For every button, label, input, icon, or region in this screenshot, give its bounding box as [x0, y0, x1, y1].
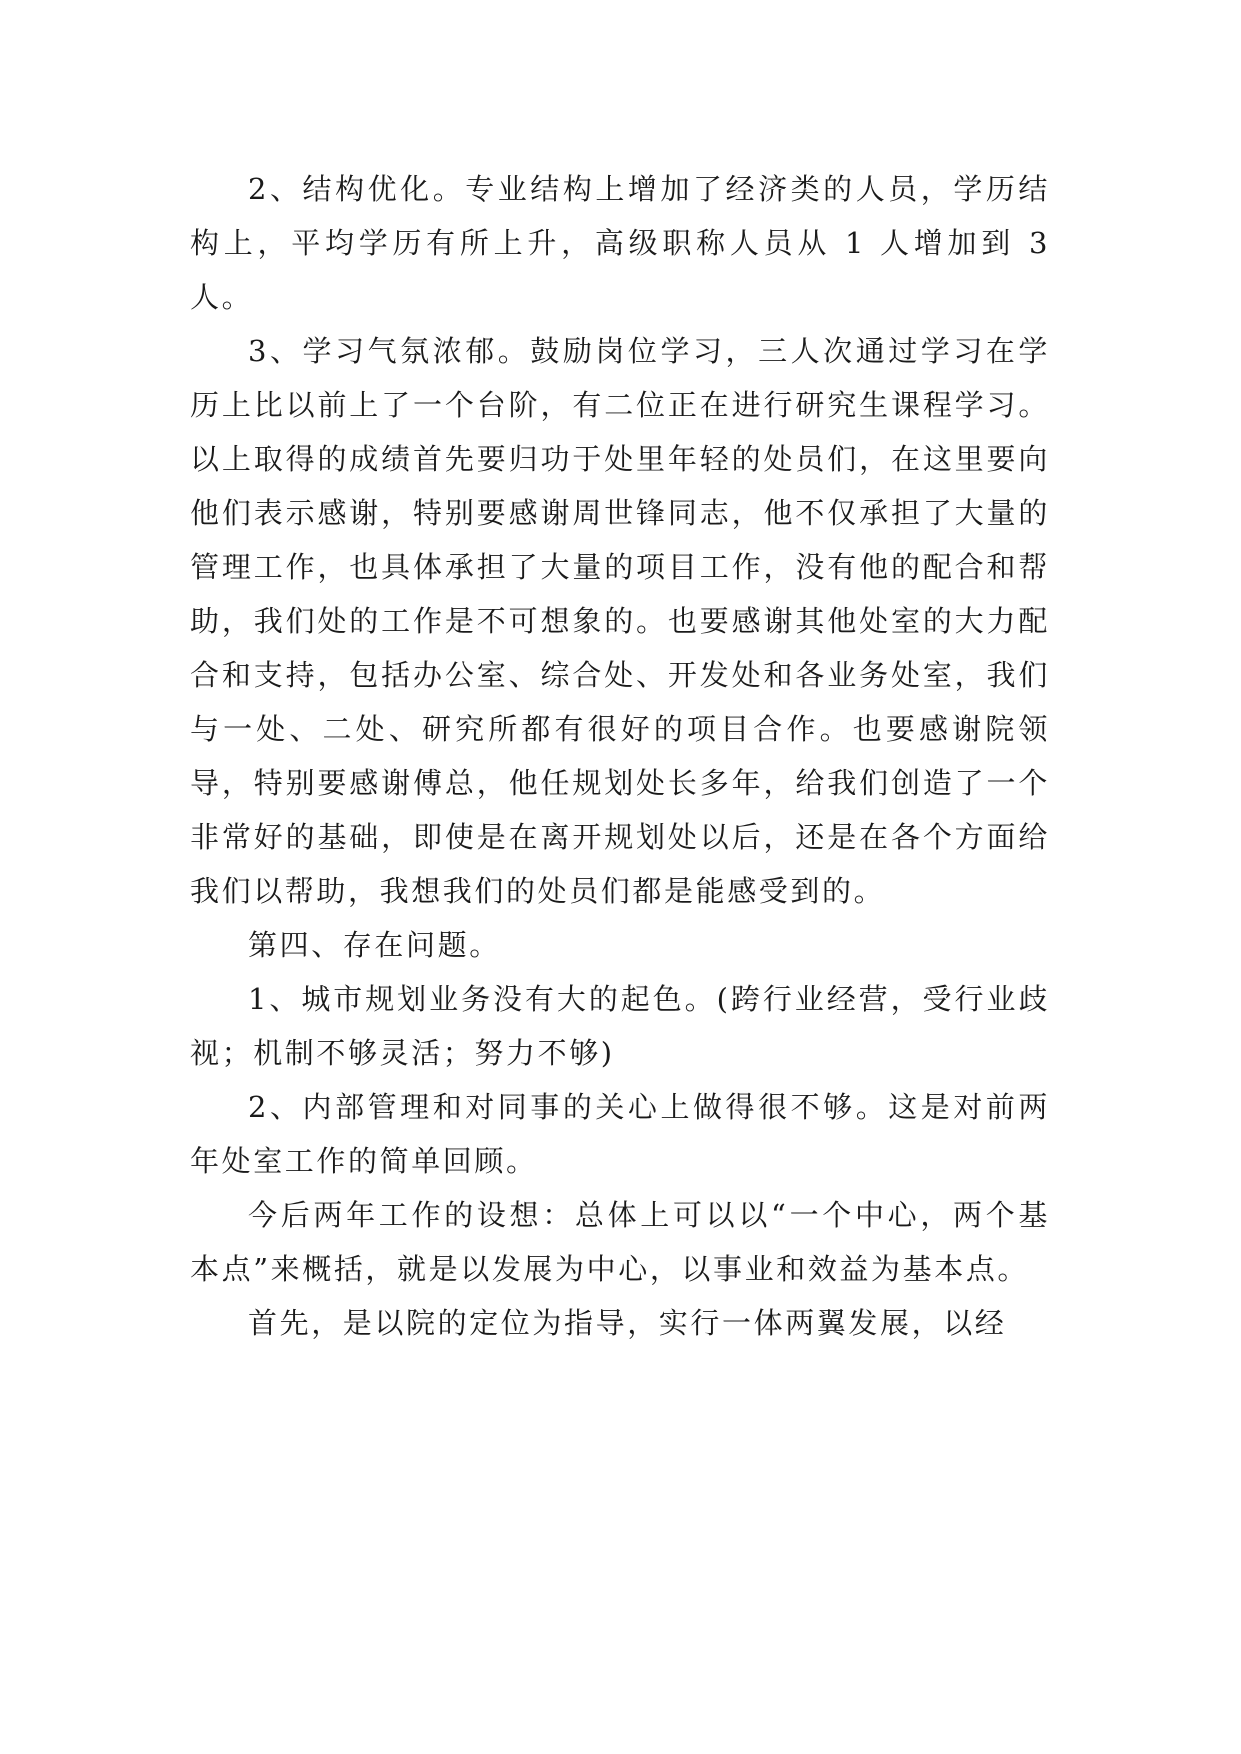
paragraph-problem-two: 2、内部管理和对同事的关心上做得很不够。这是对前两年处室工作的简单回顾。 [190, 1090, 1050, 1178]
paragraph-section-heading: 第四、存在问题。 [248, 928, 501, 962]
document-body [190, 162, 1050, 1350]
paragraph-future-plan: 今后两年工作的设想：总体上可以以“一个中心，两个基本点”来概括，就是以发展为中心，以事业和效益为基本点。 [190, 1198, 1050, 1286]
paragraph-problem-one: 1、城市规划业务没有大的起色。(跨行业经营，受行业歧视；机制不够灵活；努力不够) [190, 982, 1050, 1070]
paragraph-learning-atmosphere: 3、学习气氛浓郁。鼓励岗位学习，三人次通过学习在学历上比以前上了一个台阶，有二位正在进行研究生课程学习。以上取得的成绩首先要归功于处里年轻的处员们，在这里要向他们表示感谢，特别要感谢周世锋同志，他不仅承担了大量的管理工作，也具体承担了大量的项目工作，没有他的配合和帮助，我们处的工作是不可想象的。也要感谢其他处室的大力配合和支持，包括办公室、综合处、开发处和各业务处室，我们与一处、二处、研究所都有很好的项目合作。也要感谢院领导，特别要感谢傅总，他任规划处长多年，给我们创造了一个非常好的基础，即使是在离开规划处以后，还是在各个方面给我们以帮助，我想我们的处员们都是能感受到的。 [190, 334, 1050, 908]
paragraph-first-point: 首先，是以院的定位为指导，实行一体两翼发展，以经 [248, 1306, 1007, 1340]
paragraph-structure-optimization: 2、结构优化。专业结构上增加了经济类的人员，学历结构上，平均学历有所上升，高级职称人员从 1 人增加到 3 人。 [190, 172, 1050, 314]
